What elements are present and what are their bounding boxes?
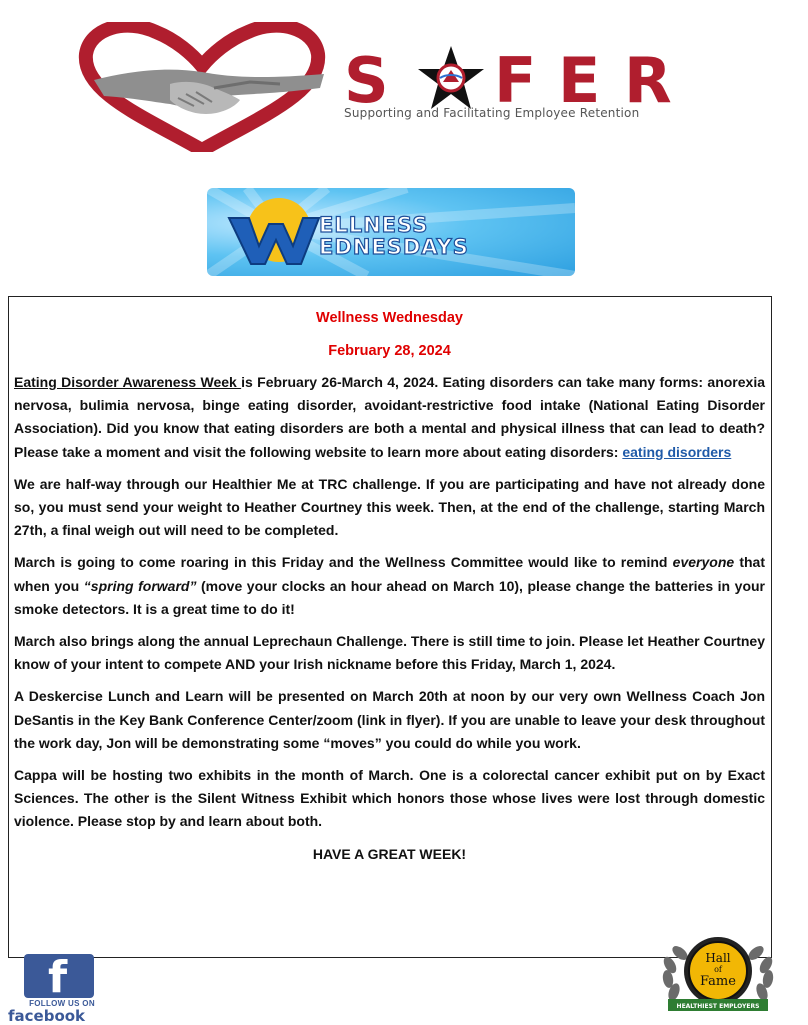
eating-disorder-week-heading: Eating Disorder Awareness Week: [14, 374, 242, 390]
newsletter-body: [8, 296, 772, 958]
logo-letter-s: S: [344, 44, 391, 117]
closing-line: HAVE A GREAT WEEK!: [312, 845, 467, 862]
hof-line-1: Hall: [705, 951, 731, 965]
newsletter-title: Wellness Wednesday: [316, 310, 463, 326]
banner-word-2: EDNESDAYS: [319, 235, 469, 259]
spring-emphasis-everyone: everyone: [672, 554, 735, 571]
safer-logo: [74, 22, 714, 152]
logo-letter-e: E: [558, 44, 603, 117]
facebook-f-letter: f: [48, 952, 68, 1003]
hof-line-2: of: [714, 965, 722, 974]
spring-emphasis-spring-forward: “spring forward”: [83, 577, 197, 594]
newsletter-date: February 28, 2024: [328, 343, 451, 359]
facebook-wordmark: facebook: [8, 1007, 86, 1025]
spring-text-a: March is going to come roaring in this Friday and the Wellness Committee would like to remind: [14, 554, 673, 571]
eating-disorders-link[interactable]: eating disorders: [622, 443, 732, 460]
paragraph-eating-disorders: [14, 371, 765, 464]
facebook-follow-badge[interactable]: [8, 952, 120, 1024]
paragraph-spring-forward: [14, 551, 765, 621]
paragraph-healthier-me: We are half-way through our Healthier Me at TRC challenge. If you are participating and have not already done so, you must send your weight to Heather Courtney this week. Then, at the end of the challenge, starting March 27th, a final weigh out will need to be completed.: [14, 475, 765, 539]
hof-line-3: Fame: [700, 974, 736, 989]
paragraph-cappa-exhibits: Cappa will be hosting two exhibits in the month of March. One is a colorectal cancer exhibit put on by Exact Sciences. The other is the Silent Witness Exhibit which honors those whose lives were lost through domestic violence. Please stop by and learn about both.: [14, 767, 765, 830]
wellness-wednesdays-banner: [207, 188, 575, 276]
eating-disorder-text: is February 26-March 4, 2024. Eating disorders can take many forms: anorexia nervosa, bulimia nervosa, binge eating disorder, avoidant-restrictive food intake (National Eating Disorder Association). Did you know that eating disorders are both a mental and physical illness that can lead to death? Please take a moment and visit the following website to learn more about eating disorders:: [14, 374, 765, 460]
banner-art: [207, 188, 575, 276]
logo-letter-r: R: [624, 44, 674, 117]
star-emblem-icon: [416, 44, 486, 114]
follow-us-text: FOLLOW US ON: [29, 999, 95, 1008]
spring-text-c: (move your clocks an hour ahead on March 10), please change the batteries in your smoke detectors. It is a great time to do it!: [14, 577, 765, 617]
banner-word-1: ELLNESS: [319, 213, 429, 237]
logo-tagline: Supporting and Facilitating Employee Retention: [344, 106, 640, 120]
spring-text-b: that when you: [14, 554, 765, 594]
hall-of-fame-badge: [660, 935, 776, 1015]
heart-handshake-icon: [74, 22, 344, 152]
logo-letter-f: F: [494, 44, 539, 117]
paragraph-leprechaun: March also brings along the annual Leprechaun Challenge. There is still time to join. Please let Heather Courtney know of your intent to compete AND your Irish nickname before this Friday, March 1, 2024.: [14, 633, 765, 673]
hof-ribbon-text: HEALTHIEST EMPLOYERS: [676, 1003, 760, 1010]
paragraph-deskercise: A Deskercise Lunch and Learn will be presented on March 20th at noon by our very own Wellness Coach Jon DeSantis in the Key Bank Conference Center/zoom (link in flyer). If you are unable to leave your desk throughout the work day, Jon will be demonstrating some “moves” you could do while you work.: [14, 688, 765, 751]
